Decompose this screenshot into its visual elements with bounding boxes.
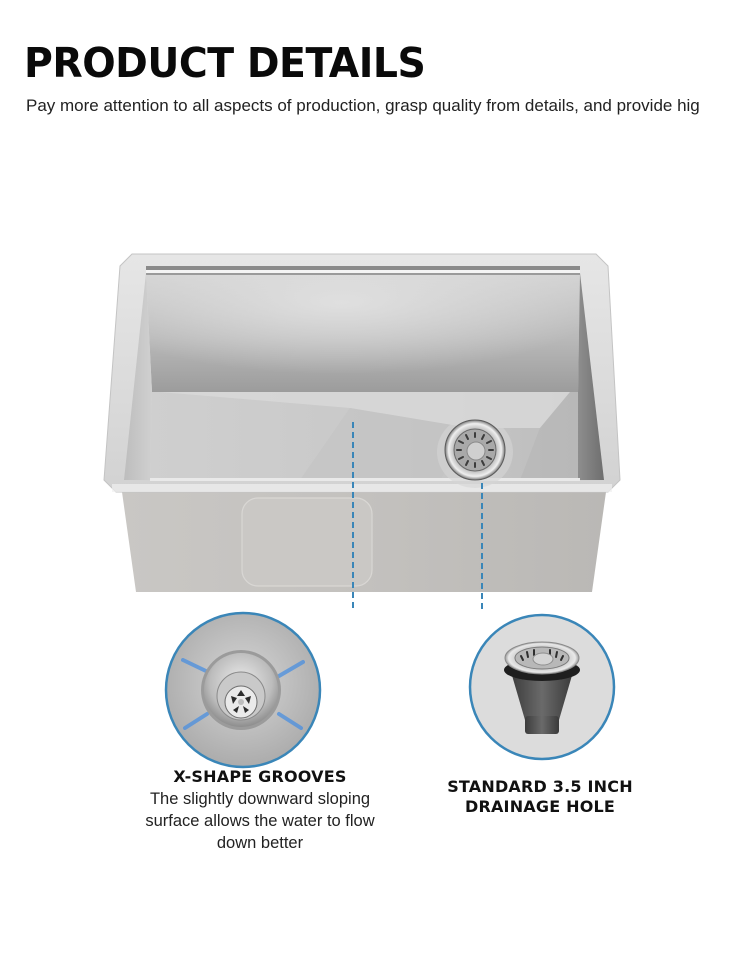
x-shape-grooves-detail-image [163, 610, 323, 770]
feature-description-line: down better [216, 834, 304, 852]
feature-title: DRAINAGE HOLE [464, 797, 616, 816]
feature-description-line: surface allows the water to flow [145, 812, 375, 830]
feature-title: X-SHAPE GROOVES [173, 767, 347, 786]
drainage-hole-detail-image [467, 612, 617, 762]
sink-drain [437, 416, 513, 488]
feature-description [110, 788, 410, 854]
feature-description-line: The slightly downward sloping [149, 790, 371, 808]
page-subtitle: Pay more attention to all aspects of production, grasp quality from details, and provide hig [26, 96, 700, 115]
feature-x-shape-grooves [110, 767, 410, 854]
page-title: PRODUCT DETAILS [24, 39, 426, 87]
feature-title: STANDARD 3.5 INCH [447, 777, 633, 796]
sink-product-image [0, 240, 750, 610]
feature-drainage-hole [420, 777, 660, 817]
